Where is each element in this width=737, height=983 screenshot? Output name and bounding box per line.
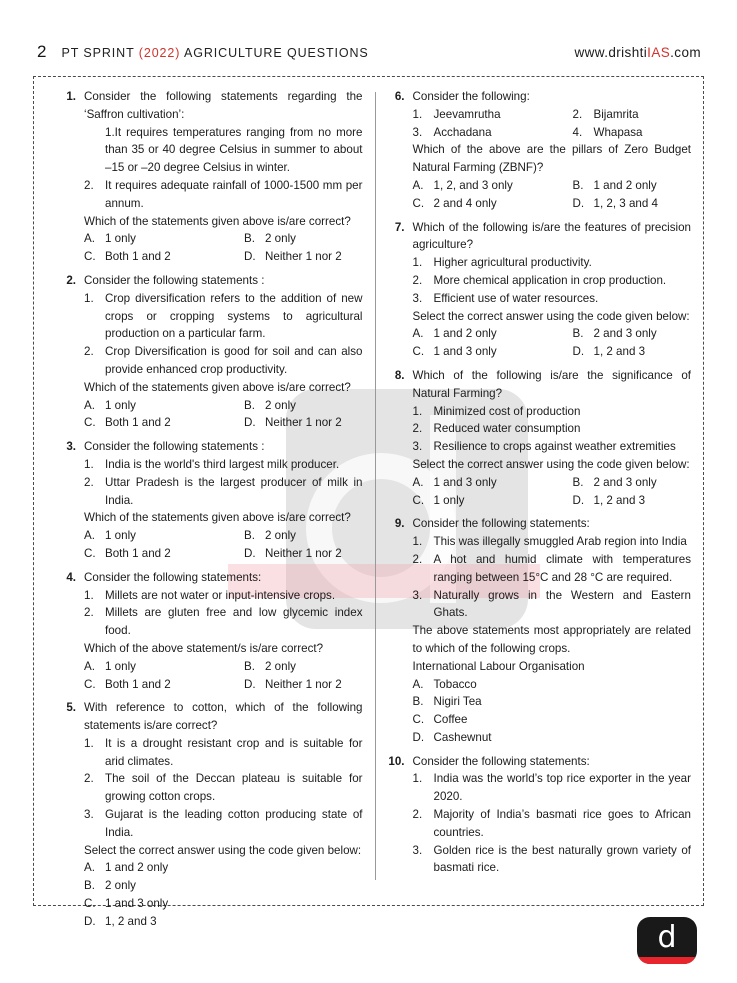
question-prompt: Which of the statements given above is/are correct? [84, 214, 351, 228]
question-prompt: Select the correct answer using the code given below: [412, 457, 690, 471]
answer-option [573, 325, 692, 343]
option-label: B. [244, 232, 255, 246]
question-prompt: International Labour Organisation [412, 659, 585, 673]
questions-container [33, 76, 704, 928]
question-intro: Consider the following statements : [84, 440, 265, 454]
option-text: Cashewnut [433, 730, 492, 744]
statement [84, 474, 363, 510]
option-text: Coffee [433, 713, 468, 727]
statement-text: Uttar Pradesh is the largest producer of milk in India. [105, 475, 363, 507]
question-body [84, 88, 363, 266]
statement [84, 604, 363, 640]
options-grid [84, 397, 363, 433]
option-text: 2 only [265, 659, 296, 673]
title-suffix: AGRICULTURE QUESTIONS [180, 46, 369, 60]
option-text: 1, 2 and 3 [593, 345, 646, 359]
question [59, 438, 363, 563]
question-intro: Which of the following is/are the significance of Natural Farming? [412, 368, 691, 400]
question-prompt: Select the correct answer using the code given below: [412, 309, 690, 323]
option-label: A. [412, 178, 424, 192]
option-label: C. [84, 546, 96, 560]
statement-number: 3. [412, 843, 423, 857]
statement-number: 2. [84, 178, 94, 192]
question-number: 6. [394, 90, 405, 103]
option-text: 1 only [433, 493, 465, 507]
drishti-logo-letter: d [657, 920, 677, 955]
option-label: C. [412, 493, 425, 507]
answer-option [413, 325, 573, 343]
question-intro: Consider the following statements : [84, 273, 265, 287]
question-number: 4. [66, 570, 76, 584]
option-label: B. [244, 529, 255, 543]
option-text: Tobacco [433, 677, 477, 691]
answer-option [244, 397, 363, 415]
website-url [575, 45, 702, 60]
answer-option [84, 248, 244, 266]
statement-number: 2. [84, 475, 94, 489]
option-text: 1, 2 and 3 [105, 914, 157, 928]
answer-option [413, 343, 573, 361]
item-number: 3. [412, 125, 423, 139]
question-number: 10. [388, 754, 405, 768]
option-text: 1, 2 and 3 [593, 493, 646, 507]
answer-option [244, 248, 363, 266]
answer-option [413, 729, 692, 747]
option-label: B. [244, 659, 255, 673]
statement-text: Gujarat is the leading cotton producing state of India. [105, 808, 363, 839]
answer-option [413, 711, 692, 729]
item-number: 1. [412, 107, 423, 121]
option-text: 1 and 3 only [433, 475, 497, 489]
option-text: Neither 1 nor 2 [265, 546, 342, 560]
statement [84, 290, 363, 343]
answer-option [573, 195, 692, 213]
answer-option [413, 492, 573, 510]
option-text: 2 only [265, 232, 296, 246]
options-grid [413, 177, 692, 213]
answer-option [244, 230, 363, 248]
question-intro: Consider the following statements: [84, 570, 262, 584]
statement [413, 403, 692, 421]
statement [413, 438, 692, 456]
option-label: C. [412, 713, 425, 727]
statement-text: Millets are gluten free and low glycemic index food. [105, 606, 363, 638]
question-prompt: Select the correct answer using the code given below: [84, 843, 362, 857]
page-header [37, 42, 701, 62]
option-label: C. [84, 677, 96, 691]
statement-number: 1. [84, 588, 94, 602]
statement [413, 587, 692, 623]
option-text: Both 1 and 2 [105, 546, 171, 560]
header-title-group [37, 42, 369, 62]
statement [84, 177, 363, 213]
question [59, 88, 363, 266]
answer-option [244, 414, 363, 432]
statement-text: Majority of India’s basmati rice goes to African countries. [433, 808, 691, 839]
answer-option [84, 414, 244, 432]
option-label: B. [84, 879, 95, 893]
questions-column-left [59, 88, 363, 928]
statement [413, 770, 692, 806]
site-accent: IAS [647, 45, 671, 60]
option-label: B. [412, 695, 424, 709]
question [388, 88, 692, 213]
statement-text: More chemical application in crop production. [433, 273, 667, 287]
question [388, 219, 692, 361]
statement [413, 272, 692, 290]
statement-inline: 1.It requires temperatures ranging from no more than 35 or 40 degree Celsius in summer to about –15 or –20 degree Celsius in winter. [105, 125, 363, 175]
statement [413, 551, 692, 587]
list-item [413, 106, 573, 124]
question-body [84, 438, 363, 563]
statement-text: Minimized cost of production [433, 404, 581, 418]
answer-option [573, 177, 692, 195]
answer-option [573, 474, 692, 492]
statement-number: 2. [412, 552, 423, 566]
answer-option [244, 658, 363, 676]
column-divider [375, 92, 376, 880]
statement-number: 1. [412, 404, 423, 418]
option-text: Both 1 and 2 [105, 677, 171, 691]
option-text: 2 and 4 only [433, 196, 497, 210]
statement [413, 806, 692, 842]
answer-option [573, 343, 692, 361]
list-item [573, 124, 692, 142]
question [388, 515, 692, 746]
options-grid [84, 658, 363, 694]
option-text: 1 only [105, 659, 136, 673]
page-number: 2 [37, 42, 47, 61]
statement-number: 2. [84, 772, 94, 786]
option-text: 1 only [105, 232, 136, 246]
statement-number: 2. [412, 422, 423, 436]
answer-option [84, 676, 244, 694]
statement-number: 3. [412, 588, 423, 602]
question-intro: Consider the following statements: [412, 517, 590, 531]
option-text: 1 and 3 only [105, 897, 169, 911]
option-text: 1 and 3 only [433, 345, 497, 359]
list-item [573, 106, 692, 124]
question [59, 569, 363, 694]
answer-option [84, 230, 244, 248]
answer-option [413, 474, 573, 492]
option-text: 2 and 3 only [593, 475, 657, 489]
statement-number: 1. [412, 772, 423, 786]
answer-option [84, 895, 363, 913]
option-text: 2 only [105, 879, 136, 893]
option-text: 2 only [265, 398, 296, 412]
options-list [84, 859, 363, 930]
item-text: Acchadana [433, 125, 492, 139]
statement-text: The soil of the Deccan plateau is suitable for growing cotton crops. [105, 772, 363, 804]
question-body [84, 699, 363, 930]
statement-text: Naturally grows in the Western and Eastern Ghats. [433, 588, 691, 620]
statement [413, 290, 692, 308]
statement [84, 735, 363, 771]
site-suffix: .com [670, 45, 701, 60]
question-intro: Consider the following: [412, 90, 530, 103]
question-body [413, 753, 692, 878]
question-prompt: Which of the statements given above is/are correct? [84, 380, 351, 394]
option-label: D. [244, 546, 256, 560]
option-text: 1 and 2 only [593, 178, 657, 192]
option-label: A. [412, 677, 424, 691]
question-prompt: Which of the above are the pillars of Zero Budget Natural Farming (ZBNF)? [412, 143, 691, 175]
option-label: A. [412, 475, 424, 489]
answer-option [84, 877, 363, 895]
question [388, 367, 692, 509]
answer-option [244, 527, 363, 545]
option-label: A. [84, 398, 95, 412]
drishti-logo-red-strip [637, 957, 697, 964]
question-number: 2. [66, 273, 76, 287]
statement [84, 770, 363, 806]
option-text: Both 1 and 2 [105, 416, 171, 430]
questions-column-right [388, 88, 692, 894]
options-grid [413, 325, 692, 361]
question-body [413, 367, 692, 509]
statement [84, 587, 363, 605]
statement-text: Higher agricultural productivity. [433, 256, 592, 270]
option-label: C. [84, 250, 96, 264]
statement [84, 343, 363, 379]
statement-number: 1. [412, 256, 423, 270]
question [59, 272, 363, 432]
statement [413, 420, 692, 438]
item-grid [413, 106, 692, 142]
statement-number: 1. [412, 535, 423, 549]
option-text: Neither 1 nor 2 [265, 416, 342, 430]
option-label: A. [84, 529, 95, 543]
option-label: D. [244, 250, 256, 264]
question-body [84, 569, 363, 694]
option-label: C. [84, 897, 96, 911]
question-prompt: Which of the statements given above is/are correct? [84, 511, 351, 525]
question-prompt: The above statements most appropriately are related to which of the following crops. [412, 624, 691, 655]
statement [84, 456, 363, 474]
option-label: D. [84, 914, 96, 928]
option-text: Neither 1 nor 2 [265, 677, 342, 691]
answer-option [84, 658, 244, 676]
option-label: D. [412, 730, 425, 744]
statement-number: 3. [412, 291, 423, 305]
statement-text: India is the world's third largest milk producer. [105, 457, 340, 471]
answer-option [84, 859, 363, 877]
statement-text: India was the world’s top rice exporter in the year 2020. [433, 772, 691, 804]
answer-option [84, 545, 244, 563]
statement-text: Millets are not water or input-intensive crops. [105, 588, 336, 602]
document-title [61, 46, 368, 60]
question-number: 7. [394, 220, 405, 234]
option-text: 1, 2, and 3 only [433, 178, 513, 192]
question-body [413, 219, 692, 361]
answer-option [413, 676, 692, 694]
item-text: Jeevamrutha [433, 107, 501, 121]
statement-number: 3. [84, 808, 94, 822]
question-number: 1. [66, 90, 76, 103]
option-text: 2 and 3 only [593, 327, 657, 341]
answer-option [413, 693, 692, 711]
statement-text: Efficient use of water resources. [433, 291, 599, 305]
option-label: B. [572, 327, 584, 341]
statement [413, 842, 692, 878]
statement-text: Reduced water consumption [433, 422, 581, 436]
option-label: C. [84, 416, 96, 430]
question-number: 9. [394, 517, 405, 531]
statement-number: 2. [412, 273, 423, 287]
statement-number: 3. [412, 440, 423, 454]
option-label: B. [244, 398, 255, 412]
option-text: 1 only [105, 529, 136, 543]
option-text: 1 and 2 only [433, 327, 497, 341]
option-label: B. [572, 475, 584, 489]
option-label: A. [84, 232, 95, 246]
statement-text: Golden rice is the best naturally grown variety of basmati rice. [433, 843, 691, 875]
option-text: Neither 1 nor 2 [265, 250, 342, 264]
statement-text: Resilience to crops against weather extremities [433, 440, 676, 454]
option-text: Both 1 and 2 [105, 250, 171, 264]
statement [84, 806, 363, 842]
statement-number: 1. [84, 291, 94, 305]
question-intro: Which of the following is/are the features of precision agriculture? [412, 220, 691, 252]
option-label: C. [412, 345, 425, 359]
question-number: 3. [66, 440, 76, 454]
statement-text: Crop diversification refers to the addition of new crops or cropping systems to agricultural production on a particular farm. [105, 291, 363, 341]
title-prefix: PT SPRINT [61, 46, 139, 60]
statement-number: 1. [84, 457, 94, 471]
answer-option [244, 545, 363, 563]
option-label: D. [572, 345, 585, 359]
question-body [413, 88, 692, 213]
question [59, 699, 363, 930]
option-text: 1 and 2 only [105, 861, 169, 875]
item-text: Bijamrita [593, 107, 639, 121]
answer-option [84, 527, 244, 545]
question-prompt: Which of the above statement/s is/are correct? [84, 641, 324, 655]
options-grid [84, 527, 363, 563]
option-label: A. [84, 861, 95, 875]
option-label: B. [572, 178, 584, 192]
options-grid [84, 230, 363, 266]
question-number: 8. [394, 368, 405, 382]
statement [413, 254, 692, 272]
options-grid [413, 474, 692, 510]
drishti-logo [637, 917, 697, 964]
option-label: D. [244, 677, 256, 691]
item-number: 4. [572, 125, 583, 139]
list-item [413, 124, 573, 142]
item-number: 2. [572, 107, 583, 121]
statement-text: Crop Diversification is good for soil and can also provide enhanced crop productivity. [105, 345, 363, 376]
option-label: D. [244, 416, 256, 430]
option-text: 2 only [265, 529, 296, 543]
option-text: 1, 2, 3 and 4 [593, 196, 658, 210]
option-label: A. [84, 659, 95, 673]
option-label: A. [412, 327, 424, 341]
statement-number: 2. [412, 808, 423, 822]
item-text: Whapasa [593, 125, 643, 139]
answer-option [413, 195, 573, 213]
statement-text: It is a drought resistant crop and is suitable for arid climates. [105, 736, 363, 768]
question-number: 5. [66, 701, 76, 715]
option-text: Nigiri Tea [433, 695, 482, 709]
answer-option [84, 397, 244, 415]
statement-text: This was illegally smuggled Arab region into India [433, 535, 687, 549]
statement [413, 533, 692, 551]
option-label: C. [412, 196, 425, 210]
statement-number: 2. [84, 345, 94, 359]
question-body [413, 515, 692, 746]
option-text: 1 only [105, 398, 136, 412]
option-label: D. [572, 196, 585, 210]
question-body [84, 272, 363, 432]
title-year: (2022) [138, 46, 181, 60]
statement-text: It requires adequate rainfall of 1000-1500 mm per annum. [105, 178, 363, 210]
statement-number: 2. [84, 606, 94, 620]
question-intro: Consider the following statements regarding the ‘Saffron cultivation’: [84, 90, 363, 121]
answer-option [573, 492, 692, 510]
statement-text: A hot and humid climate with temperatures ranging between 15°C and 28 °C are required. [433, 552, 691, 584]
question-intro: With reference to cotton, which of the following statements is/are correct? [84, 701, 363, 733]
question-intro: Consider the following statements: [412, 754, 590, 768]
answer-option [244, 676, 363, 694]
question [388, 753, 692, 878]
option-label: D. [572, 493, 585, 507]
options-list [413, 676, 692, 747]
site-prefix: www.drishti [574, 45, 648, 60]
statement-number: 1. [84, 736, 94, 750]
answer-option [413, 177, 573, 195]
answer-option [84, 913, 363, 931]
